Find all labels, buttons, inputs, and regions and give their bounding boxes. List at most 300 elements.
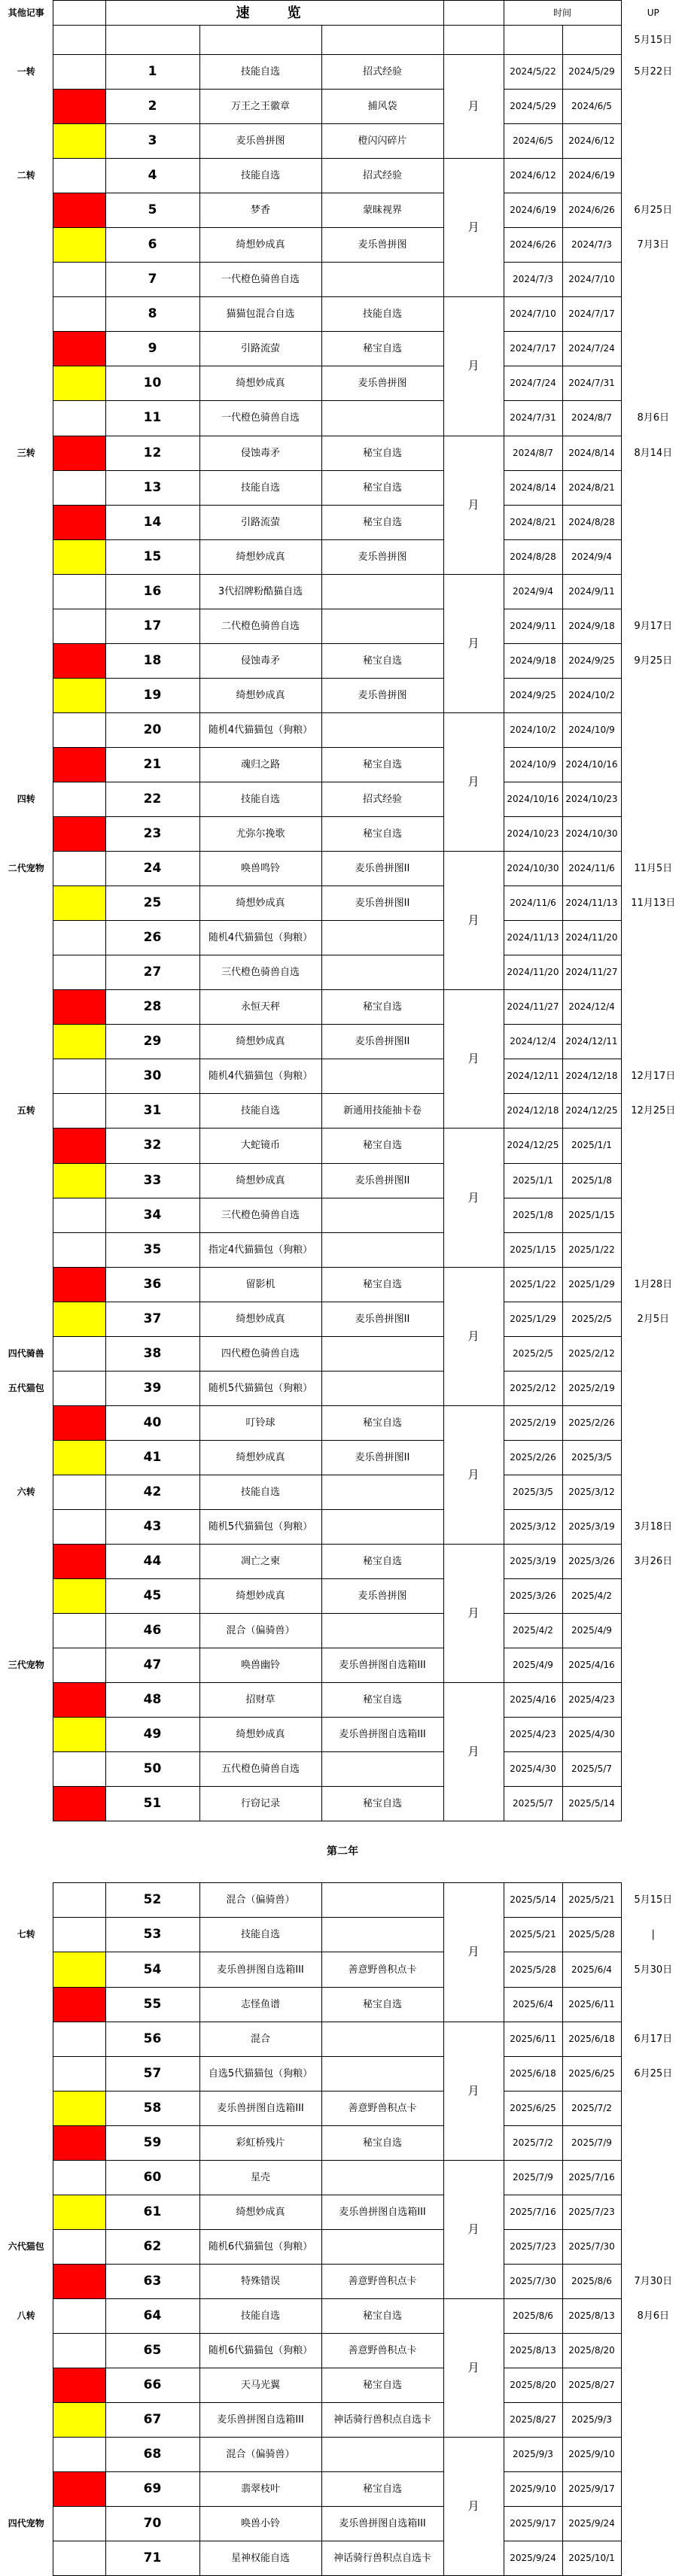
up-date (621, 2091, 685, 2125)
color-marker-cell (53, 1648, 105, 1683)
extra-item: 神话骑行兽积点自选卡 (321, 2403, 443, 2438)
end-date: 2025/6/18 (562, 2022, 621, 2056)
extra-item: 麦乐兽拼图II (321, 886, 443, 921)
note-cell: 四代宠物 (8, 2518, 44, 2529)
end-date: 2025/6/11 (562, 1987, 621, 2022)
item-name: 大蛇镜币 (199, 1129, 321, 1163)
end-date: 2025/4/30 (562, 1718, 621, 1752)
up-date (621, 921, 685, 955)
end-date: 2025/8/13 (562, 2298, 621, 2333)
note-cell (0, 1129, 53, 1163)
table-row (0, 643, 685, 678)
color-marker-cell (53, 2022, 105, 2056)
up-date (621, 124, 685, 159)
entry-number: 42 (105, 1475, 199, 1509)
note-cell (0, 297, 53, 332)
extra-item (321, 1918, 443, 1952)
extra-item: 秘宝自选 (321, 1987, 443, 2022)
note-cell (0, 1683, 53, 1718)
extra-item: 麦乐兽拼图自选箱III (321, 2195, 443, 2229)
extra-item (321, 2438, 443, 2472)
end-date: 2025/9/17 (562, 2472, 621, 2507)
color-marker-cell (53, 332, 105, 366)
entry-number: 67 (105, 2403, 199, 2438)
item-name: 天马光翼 (199, 2368, 321, 2403)
end-date: 2025/5/7 (562, 1752, 621, 1787)
extra-item: 秘宝自选 (321, 990, 443, 1025)
entry-number: 4 (105, 159, 199, 193)
up-date (621, 263, 685, 297)
header-empty-cell (562, 26, 621, 55)
table-row (0, 55, 685, 90)
start-date: 2024/11/6 (504, 886, 562, 921)
up-date (621, 332, 685, 366)
end-date: 2024/10/23 (562, 782, 621, 816)
entry-number: 3 (105, 124, 199, 159)
table-row (0, 574, 685, 609)
item-name: 一代橙色骑兽自选 (199, 263, 321, 297)
item-name: 随机4代猫猫包（狗粮） (199, 921, 321, 955)
color-marker-cell (53, 366, 105, 401)
color-marker-cell (53, 1059, 105, 1094)
entry-number: 36 (105, 1267, 199, 1302)
item-name: 猫猫包混合自选 (199, 297, 321, 332)
entry-number: 49 (105, 1718, 199, 1752)
color-marker-cell (53, 2541, 105, 2576)
note-cell (0, 1614, 53, 1648)
end-date: 2024/9/18 (562, 609, 621, 643)
up-date (621, 817, 685, 852)
note-cell: 六代猫包 (8, 2240, 44, 2252)
item-name: 指定4代猫猫包（狗粮） (199, 1232, 321, 1267)
entry-number: 21 (105, 747, 199, 782)
header-blank-1 (53, 1, 105, 26)
color-marker-cell (53, 1614, 105, 1648)
item-name: 唤兽幽铃 (199, 1648, 321, 1683)
item-name: 技能自选 (199, 470, 321, 505)
extra-item: 蒙昧视界 (321, 193, 443, 228)
end-date: 2024/8/14 (562, 436, 621, 470)
up-date: 9月25日 (634, 655, 673, 667)
start-date: 2024/9/25 (504, 678, 562, 712)
item-name: 绮想妙成真 (199, 2195, 321, 2229)
color-marker-cell (53, 1987, 105, 2022)
item-name: 技能自选 (199, 1094, 321, 1129)
end-date: 2025/7/2 (562, 2091, 621, 2125)
start-date: 2024/7/3 (504, 263, 562, 297)
item-name: 绮想妙成真 (199, 1579, 321, 1614)
color-marker-cell (53, 401, 105, 436)
note-cell: 六转 (17, 1486, 35, 1497)
extra-item: 麦乐兽拼图II (321, 1025, 443, 1059)
extra-item (321, 712, 443, 747)
end-date: 2024/11/20 (562, 921, 621, 955)
start-date: 2025/2/5 (504, 1336, 562, 1371)
note-cell (0, 2403, 53, 2438)
start-date: 2024/9/18 (504, 643, 562, 678)
note-cell (0, 1545, 53, 1579)
note-cell (0, 1509, 53, 1544)
table-row (0, 1648, 685, 1683)
table-row (0, 436, 685, 470)
extra-item: 麦乐兽拼图II (321, 1302, 443, 1336)
table-row (0, 1475, 685, 1509)
end-date: 2024/7/3 (562, 228, 621, 263)
item-name: 魂归之路 (199, 747, 321, 782)
entry-number: 30 (105, 1059, 199, 1094)
extra-item: 善意野兽积点卡 (321, 2334, 443, 2368)
extra-item: 麦乐兽拼图 (321, 539, 443, 574)
entry-number: 9 (105, 332, 199, 366)
entry-number: 14 (105, 505, 199, 539)
start-date: 2024/5/29 (504, 90, 562, 124)
up-date (621, 574, 685, 609)
first-up-date: 5月15日 (634, 34, 673, 46)
table-row (0, 1987, 685, 2022)
item-name: 绮想妙成真 (199, 366, 321, 401)
note-cell (0, 574, 53, 609)
color-marker-cell (53, 1683, 105, 1718)
table-row (0, 1787, 685, 1821)
item-name: 随机4代猫猫包（狗粮） (199, 1059, 321, 1094)
start-date: 2024/6/26 (504, 228, 562, 263)
up-date (621, 678, 685, 712)
note-cell (0, 2056, 53, 2091)
start-date: 2025/5/28 (504, 1952, 562, 1987)
note-cell (0, 193, 53, 228)
start-date: 2025/9/17 (504, 2507, 562, 2541)
up-date (621, 505, 685, 539)
table-row (0, 1302, 685, 1336)
up-date (621, 1752, 685, 1787)
end-date: 2024/12/11 (562, 1025, 621, 1059)
table-row (0, 2472, 685, 2507)
note-cell (0, 1987, 53, 2022)
color-marker-cell (53, 886, 105, 921)
color-marker-cell (53, 124, 105, 159)
start-date: 2024/9/11 (504, 609, 562, 643)
note-cell: 五代猫包 (8, 1382, 44, 1393)
entry-number: 23 (105, 817, 199, 852)
item-name: 绮想妙成真 (199, 539, 321, 574)
note-cell (0, 1198, 53, 1232)
start-date: 2025/2/26 (504, 1440, 562, 1475)
end-date: 2025/5/14 (562, 1787, 621, 1821)
item-name: 技能自选 (199, 159, 321, 193)
color-marker-cell (53, 817, 105, 852)
entry-number: 64 (105, 2298, 199, 2333)
table-row (0, 921, 685, 955)
table-row (0, 747, 685, 782)
entry-number: 50 (105, 1752, 199, 1787)
start-date: 2024/8/21 (504, 505, 562, 539)
note-cell (0, 539, 53, 574)
extra-item: 善意野兽积点卡 (321, 2264, 443, 2298)
item-name: 一代橙色骑兽自选 (199, 401, 321, 436)
item-name: 技能自选 (199, 782, 321, 816)
end-date: 2025/3/19 (562, 1509, 621, 1544)
item-name: 志怪鱼谱 (199, 1987, 321, 2022)
entry-number: 71 (105, 2541, 199, 2576)
up-date: 12月17日 (631, 1071, 676, 1083)
item-name: 随机6代猫猫包（狗粮） (199, 2334, 321, 2368)
note-cell (0, 1883, 53, 1918)
note-cell: 一转 (17, 66, 35, 77)
end-date: 2025/4/23 (562, 1683, 621, 1718)
up-date (621, 2334, 685, 2368)
start-date: 2025/9/10 (504, 2472, 562, 2507)
table-row (0, 1198, 685, 1232)
note-cell (0, 332, 53, 366)
extra-item: 麦乐兽拼图自选箱III (321, 1718, 443, 1752)
table-row (0, 2125, 685, 2160)
month-cell: 月 (443, 55, 504, 159)
extra-item: 麦乐兽拼图 (321, 678, 443, 712)
entry-number: 68 (105, 2438, 199, 2472)
extra-item: 技能自选 (321, 297, 443, 332)
header-up-label: UP (647, 7, 659, 18)
up-date: 5月15日 (634, 1894, 673, 1906)
up-date (621, 712, 685, 747)
color-marker-cell (53, 263, 105, 297)
color-marker-cell (53, 1440, 105, 1475)
entry-number: 48 (105, 1683, 199, 1718)
table-row (0, 1267, 685, 1302)
end-date: 2025/4/2 (562, 1579, 621, 1614)
header-note-label: 其他记事 (8, 7, 44, 18)
up-date: 9月17日 (634, 620, 673, 632)
item-name: 技能自选 (199, 1918, 321, 1952)
table-row (0, 124, 685, 159)
entry-number: 11 (105, 401, 199, 436)
entry-number: 41 (105, 1440, 199, 1475)
extra-item: 麦乐兽拼图 (321, 366, 443, 401)
up-date (621, 2438, 685, 2472)
entry-number: 58 (105, 2091, 199, 2125)
table-row (0, 539, 685, 574)
item-name: 招财草 (199, 1683, 321, 1718)
start-date: 2025/1/22 (504, 1267, 562, 1302)
table-row (0, 2229, 685, 2264)
up-date (621, 955, 685, 990)
end-date: 2025/1/29 (562, 1267, 621, 1302)
month-cell: 月 (443, 1129, 504, 1267)
extra-item: 秘宝自选 (321, 2298, 443, 2333)
item-name: 随机6代猫猫包（狗粮） (199, 2229, 321, 2264)
note-cell (0, 470, 53, 505)
extra-item (321, 1336, 443, 1371)
end-date: 2025/8/6 (562, 2264, 621, 2298)
end-date: 2025/3/5 (562, 1440, 621, 1475)
table-row (0, 1440, 685, 1475)
entry-number: 66 (105, 2368, 199, 2403)
color-marker-cell (53, 1198, 105, 1232)
extra-item (321, 1752, 443, 1787)
up-date: 6月25日 (634, 2067, 673, 2079)
item-name: 梦香 (199, 193, 321, 228)
end-date: 2024/7/17 (562, 297, 621, 332)
note-cell (0, 1059, 53, 1094)
start-date: 2025/3/19 (504, 1545, 562, 1579)
entry-number: 47 (105, 1648, 199, 1683)
color-marker-cell (53, 1579, 105, 1614)
table-row (0, 852, 685, 886)
note-cell (0, 921, 53, 955)
start-date: 2025/4/2 (504, 1614, 562, 1648)
entry-number: 45 (105, 1579, 199, 1614)
color-marker-cell (53, 574, 105, 609)
color-marker-cell (53, 1267, 105, 1302)
entry-number: 46 (105, 1614, 199, 1648)
extra-item: 秘宝自选 (321, 1129, 443, 1163)
item-name: 万王之王徽章 (199, 90, 321, 124)
note-cell (0, 1267, 53, 1302)
table-row (0, 401, 685, 436)
table-row (0, 1752, 685, 1787)
item-name: 绮想妙成真 (199, 228, 321, 263)
color-marker-cell (53, 782, 105, 816)
start-date: 2025/2/12 (504, 1371, 562, 1405)
color-marker-cell (53, 2368, 105, 2403)
extra-item: 秘宝自选 (321, 1267, 443, 1302)
up-date: 5月22日 (634, 66, 673, 78)
end-date: 2024/10/9 (562, 712, 621, 747)
entry-number: 70 (105, 2507, 199, 2541)
entry-number: 34 (105, 1198, 199, 1232)
entry-number: 69 (105, 2472, 199, 2507)
color-marker-cell (53, 921, 105, 955)
start-date: 2024/12/4 (504, 1025, 562, 1059)
up-date: 11月13日 (631, 898, 676, 910)
end-date: 2025/1/15 (562, 1198, 621, 1232)
item-name: 麦乐兽拼图自选箱III (199, 1952, 321, 1987)
start-date: 2024/7/10 (504, 297, 562, 332)
up-date: 8月6日 (637, 2310, 670, 2322)
extra-item: 秘宝自选 (321, 1787, 443, 1821)
item-name: 特殊错误 (199, 2264, 321, 2298)
end-date: 2025/5/21 (562, 1883, 621, 1918)
item-name: 绮想妙成真 (199, 1302, 321, 1336)
end-date: 2025/1/22 (562, 1232, 621, 1267)
table-row (0, 1129, 685, 1163)
entry-number: 52 (105, 1883, 199, 1918)
start-date: 2024/11/13 (504, 921, 562, 955)
end-date: 2024/7/10 (562, 263, 621, 297)
entry-number: 1 (105, 55, 199, 90)
note-cell: 四代骑兽 (8, 1347, 44, 1359)
extra-item: 招式经验 (321, 782, 443, 816)
end-date: 2024/12/18 (562, 1059, 621, 1094)
extra-item: 秘宝自选 (321, 470, 443, 505)
color-marker-cell (53, 1094, 105, 1129)
note-cell (0, 90, 53, 124)
end-date: 2025/8/27 (562, 2368, 621, 2403)
extra-item: 新通用技能抽卡卷 (321, 1094, 443, 1129)
up-date: 1月28日 (634, 1278, 673, 1290)
item-name: 绮想妙成真 (199, 1718, 321, 1752)
table-row (0, 1579, 685, 1614)
extra-item: 秘宝自选 (321, 1405, 443, 1440)
note-cell (0, 2195, 53, 2229)
extra-item (321, 921, 443, 955)
item-name: 侵蚀毒矛 (199, 643, 321, 678)
color-marker-cell (53, 2403, 105, 2438)
up-date (621, 1987, 685, 2022)
entry-number: 15 (105, 539, 199, 574)
extra-item (321, 401, 443, 436)
extra-item: 秘宝自选 (321, 2368, 443, 2403)
month-cell: 月 (443, 159, 504, 297)
start-date: 2025/1/8 (504, 1198, 562, 1232)
extra-item: 善意野兽积点卡 (321, 2091, 443, 2125)
note-cell (0, 2472, 53, 2507)
extra-item: 秘宝自选 (321, 2125, 443, 2160)
entry-number: 16 (105, 574, 199, 609)
item-name: 唤兽小铃 (199, 2507, 321, 2541)
extra-item (321, 2022, 443, 2056)
end-date: 2025/10/1 (562, 2541, 621, 2576)
note-cell (0, 1952, 53, 1987)
note-cell (0, 2541, 53, 2576)
extra-item: 秘宝自选 (321, 332, 443, 366)
up-date: 5月30日 (634, 1964, 673, 1976)
start-date: 2024/12/25 (504, 1129, 562, 1163)
color-marker-cell (53, 2438, 105, 2472)
month-cell: 月 (443, 2160, 504, 2298)
up-date (621, 1405, 685, 1440)
item-name: 三代橙色骑兽自选 (199, 1198, 321, 1232)
entry-number: 57 (105, 2056, 199, 2091)
item-name: 技能自选 (199, 55, 321, 90)
color-marker-cell (53, 2507, 105, 2541)
color-marker-cell (53, 2298, 105, 2333)
month-cell: 月 (443, 1683, 504, 1821)
up-date (621, 1163, 685, 1198)
start-date: 2024/7/31 (504, 401, 562, 436)
table-row (0, 1918, 685, 1952)
end-date: 2025/7/30 (562, 2229, 621, 2264)
note-cell (0, 2438, 53, 2472)
start-date: 2024/7/24 (504, 366, 562, 401)
start-date: 2024/10/2 (504, 712, 562, 747)
extra-item (321, 1059, 443, 1094)
year-two-label: 第二年 (327, 1845, 358, 1858)
entry-number: 26 (105, 921, 199, 955)
up-date (621, 539, 685, 574)
up-date (621, 366, 685, 401)
note-cell: 四转 (17, 794, 35, 804)
end-date: 2024/8/7 (562, 401, 621, 436)
note-cell: 三代宠物 (8, 1660, 44, 1671)
table-row (0, 2298, 685, 2333)
item-name: 唤兽鸣铃 (199, 852, 321, 886)
note-cell (0, 1718, 53, 1752)
note-cell (0, 886, 53, 921)
item-name: 行窃记录 (199, 1787, 321, 1821)
extra-item (321, 1232, 443, 1267)
extra-item: 秘宝自选 (321, 1683, 443, 1718)
header-time-label: 时间 (504, 1, 621, 26)
table-row (0, 817, 685, 852)
entry-number: 54 (105, 1952, 199, 1987)
up-date: 3月26日 (634, 1556, 673, 1568)
table-row (0, 332, 685, 366)
table-row (0, 1025, 685, 1059)
entry-number: 29 (105, 1025, 199, 1059)
color-marker-cell (53, 1718, 105, 1752)
item-name: 五代橙色骑兽自选 (199, 1752, 321, 1787)
note-cell (0, 26, 53, 55)
